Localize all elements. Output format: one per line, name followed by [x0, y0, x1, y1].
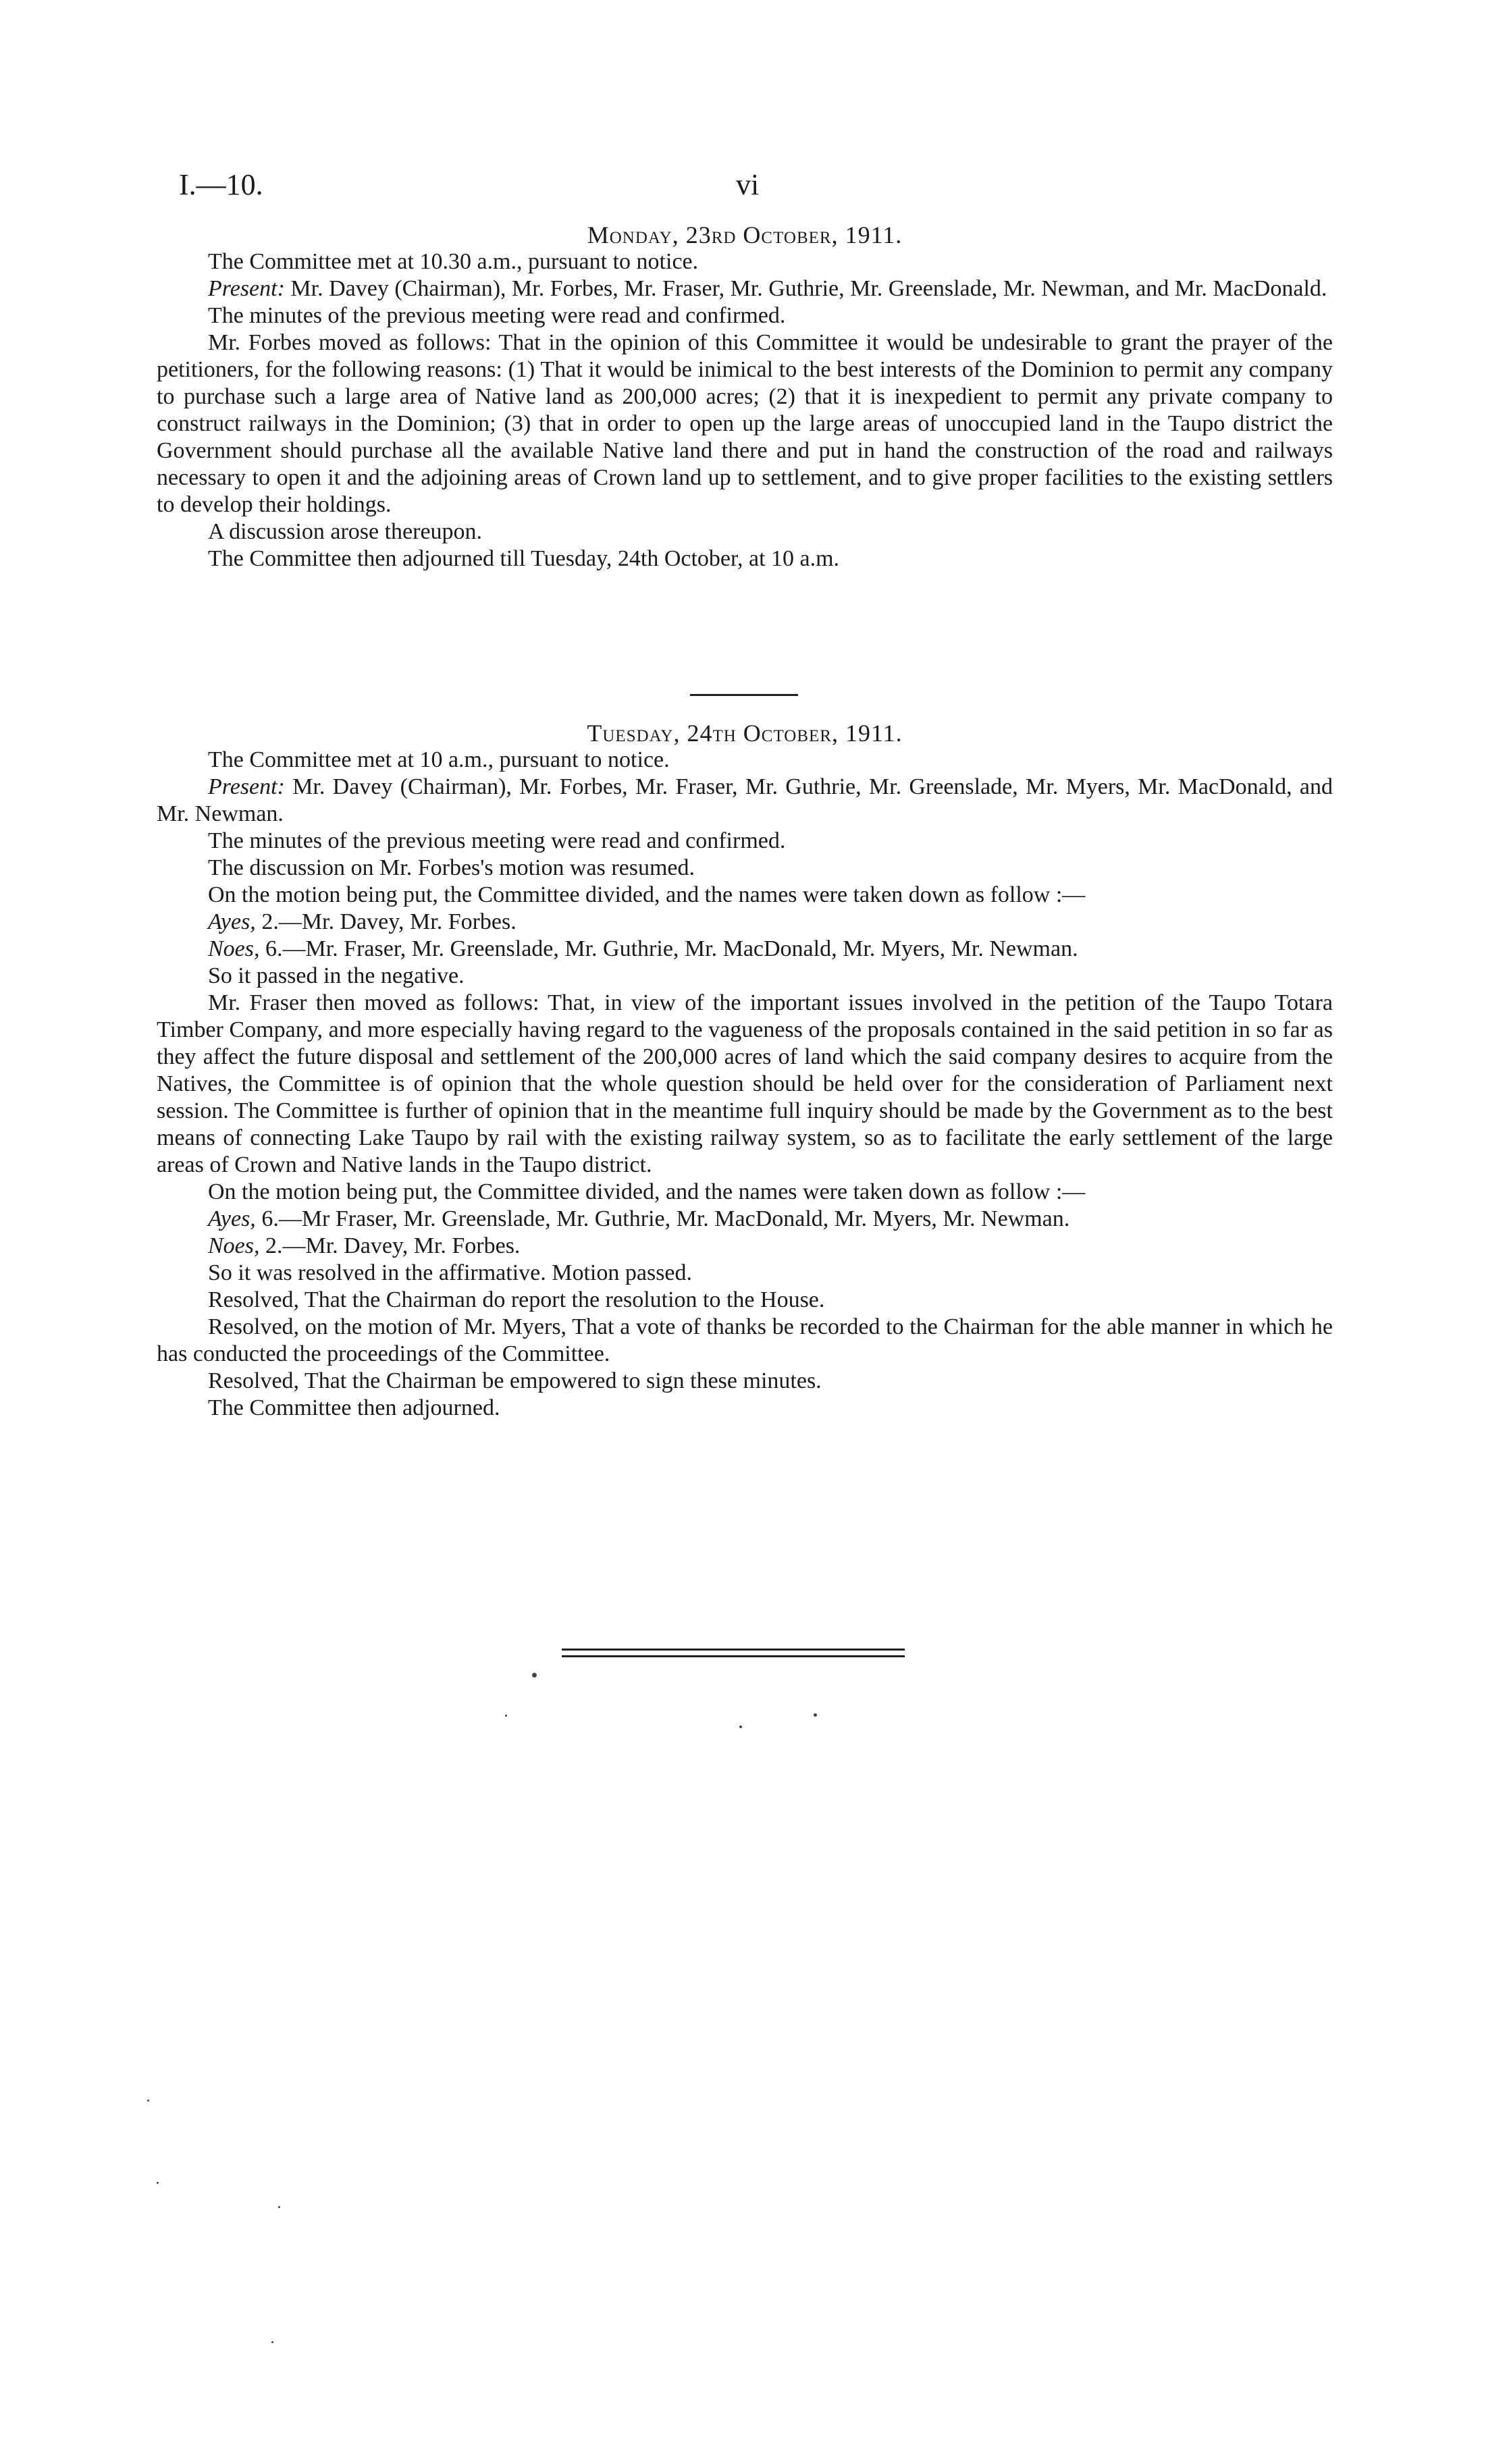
scan-speck [147, 2099, 149, 2101]
monday-met: The Committee met at 10.30 a.m., pursuant to notice. [208, 249, 699, 274]
scan-speck [814, 1713, 817, 1717]
monday-adjourned: The Committee then adjourned till Tuesday, 24th October, at 10 a.m. [208, 546, 840, 571]
end-rule-line-bottom [562, 1655, 905, 1657]
ayes-1-label: Ayes, [208, 909, 256, 934]
scan-speck [157, 2182, 159, 2184]
scan-speck [278, 2206, 280, 2208]
tuesday-minutes: The minutes of the previous meeting were read and confirmed. [208, 828, 786, 853]
tuesday-division-2: On the motion being put, the Committee divided, and the names were taken down as follow :— [208, 1179, 1086, 1204]
tuesday-resumed: The discussion on Mr. Forbes's motion was resumed. [208, 855, 695, 880]
ayes-2-label: Ayes, [208, 1206, 256, 1231]
monday-section [157, 221, 1333, 572]
section-divider [690, 694, 798, 696]
monday-forbes-motion: Mr. Forbes moved as follows: That in the opinion of this Committee it would be undesirable to grant the prayer of the petitioners, for the following reasons: (1) That it would be inimical to the best interests of the Dominion to permit any company to purchase such a large area of Native land as 200,000 acres; (2) that it is inexpedient to permit any private company to construct railways in the Dominion; (3) that in order to open up the large areas of unoccupied land in the Taupo district the Government should purchase all the available Native land there and put in hand the construction of the road and railways necessary to open it and the adjoining areas of Crown land up to settlement, and to give proper facilities to the existing settlers to develop their holdings. [157, 330, 1333, 517]
tuesday-resolved-sign: Resolved, That the Chairman be empowered to sign these minutes. [208, 1368, 822, 1393]
noes-1-text: 6.—Mr. Fraser, Mr. Greenslade, Mr. Guthrie, Mr. MacDonald, Mr. Myers, Mr. Newman. [259, 936, 1078, 961]
tuesday-present-label: Present: [208, 774, 285, 799]
tuesday-negative: So it passed in the negative. [208, 963, 465, 988]
scan-speck [739, 1725, 742, 1728]
ayes-1-text: 2.—Mr. Davey, Mr. Forbes. [255, 909, 517, 934]
tuesday-ayes-1 [157, 909, 1333, 936]
scan-speck [532, 1673, 537, 1678]
tuesday-division-1: On the motion being put, the Committee divided, and the names were taken down as follow :— [208, 882, 1086, 907]
page-number: vi [736, 168, 760, 201]
monday-present-text: Mr. Davey (Chairman), Mr. Forbes, Mr. Fraser, Mr. Guthrie, Mr. Greenslade, Mr. Newman, and Mr. MacDonald. [284, 276, 1327, 301]
document-reference: I.—10. [179, 168, 263, 201]
tuesday-resolved-thanks: Resolved, on the motion of Mr. Myers, That a vote of thanks be recorded to the Chairman for the able manner in which he has conducted the proceedings of the Committee. [157, 1314, 1333, 1366]
ayes-2-text: 6.—Mr Fraser, Mr. Greenslade, Mr. Guthrie, Mr. MacDonald, Mr. Myers, Mr. Newman. [255, 1206, 1070, 1231]
tuesday-resolved-report: Resolved, That the Chairman do report the resolution to the House. [208, 1287, 825, 1312]
noes-2-text: 2.—Mr. Davey, Mr. Forbes. [259, 1233, 521, 1258]
tuesday-present-text: Mr. Davey (Chairman), Mr. Forbes, Mr. Fraser, Mr. Guthrie, Mr. Greenslade, Mr. Myers, Mr. MacDonald, and Mr. Newman. [157, 774, 1333, 826]
end-rule [562, 1649, 905, 1662]
tuesday-heading: Tuesday, 24th October, 1911. [587, 720, 903, 747]
tuesday-fraser-motion: Mr. Fraser then moved as follows: That, in view of the important issues involved in the petition of the Taupo Totara Timber Company, and more especially having regard to the vagueness of the proposals contained in the said petition in so far as they affect the future disposal and settlement of the 200,000 acres of land which the said company desires to acquire from the Natives, the Committee is of opinion that the whole question should be held over for the consideration of Parliament next session. The Committee is further of opinion that in the meantime full inquiry should be made by the Government as to the best means of connecting Lake Taupo by rail with the existing railway system, so as to facilitate the early settlement of the large areas of Crown and Native lands in the Taupo district. [157, 990, 1333, 1177]
noes-2-label: Noes, [208, 1233, 260, 1258]
tuesday-noes-1 [157, 936, 1333, 963]
monday-heading: Monday, 23rd October, 1911. [587, 221, 903, 248]
end-rule-line-top [562, 1649, 905, 1651]
monday-present [157, 275, 1333, 302]
tuesday-met: The Committee met at 10 a.m., pursuant to notice. [208, 747, 670, 772]
tuesday-adjourned: The Committee then adjourned. [208, 1395, 500, 1420]
tuesday-noes-2 [157, 1233, 1333, 1260]
tuesday-present [157, 774, 1333, 828]
tuesday-ayes-2 [157, 1206, 1333, 1233]
scan-speck [271, 2341, 273, 2343]
tuesday-affirmative: So it was resolved in the affirmative. Motion passed. [208, 1260, 693, 1285]
scan-speck [505, 1715, 507, 1717]
monday-minutes: The minutes of the previous meeting were read and confirmed. [208, 303, 786, 328]
monday-present-label: Present: [208, 276, 285, 301]
tuesday-section [157, 720, 1333, 1422]
monday-discussion: A discussion arose thereupon. [208, 519, 483, 544]
noes-1-label: Noes, [208, 936, 260, 961]
